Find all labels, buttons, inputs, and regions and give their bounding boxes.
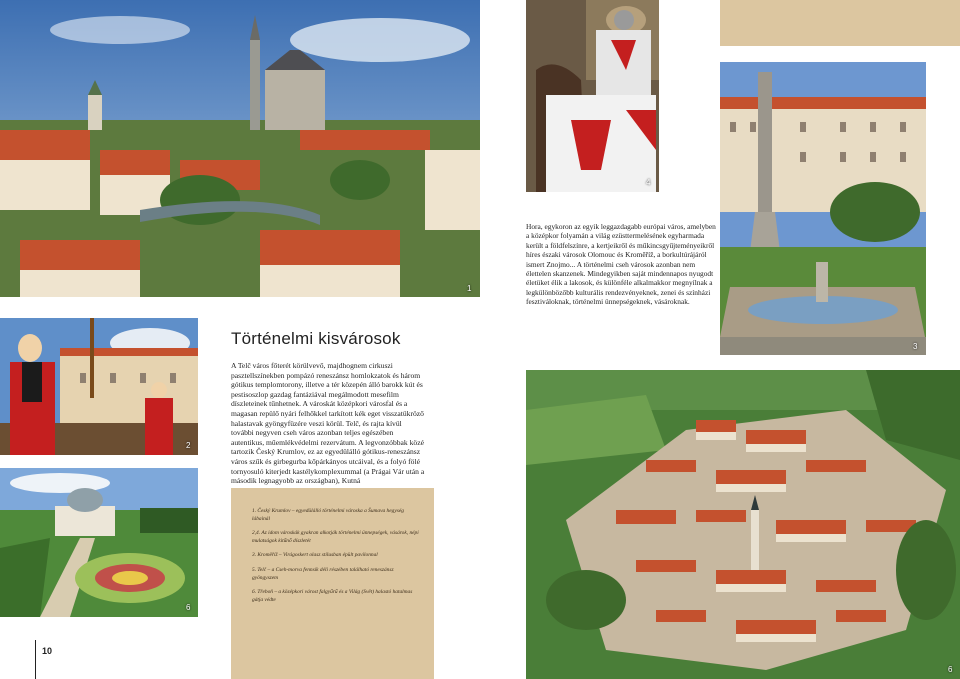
page-number-rule <box>35 640 36 679</box>
photo-number: 2 <box>186 441 191 450</box>
photo-number: 6 <box>186 603 191 612</box>
caption-item: 2,4. Az idom városkák gyakran alkotják történelmi ünnepségek, vásárok, népi mulatságok kitűnő díszletét <box>252 530 419 544</box>
photo-cesky-krumlov <box>0 0 480 297</box>
caption-list <box>231 488 434 604</box>
photo-flower-garden <box>0 468 198 617</box>
decorative-color-block <box>720 0 960 46</box>
page-number: 10 <box>42 646 53 656</box>
continued-article-text <box>526 222 716 307</box>
photo-number: 6 <box>948 665 953 674</box>
page-title: Történelmi kisvárosok <box>231 329 401 348</box>
photo-festival <box>0 318 198 455</box>
photo-number: 1 <box>467 284 472 293</box>
main-article-text <box>231 361 426 486</box>
photo-number: 3 <box>913 342 918 351</box>
photo-knight <box>526 0 659 192</box>
photo-aerial-town <box>526 370 960 679</box>
caption-item: 5. Telč – a Cseh-morva fennsík déli részében található reneszánsz gyöngyszem <box>252 566 394 581</box>
article-paragraph: Hora, egykoron az egyik leggazdagabb európai város, amelyben a középkor folyamán a világ ezüsttermelésének egyharmada került a földfelszínre, a kertjeikről és műkincsgyűjteményeikről híres északi városok Olomouc és Kroměříž, a borkultúrájáról ismert Znojmo... A történelmi cseh városok azonban nem élettelen skanzenek. Mindegyikben saját mindennapos nyugodt életüket élik a lakosok, és különféle alkalmakkor megnyílnak a legkülönbözőbb kulturális rendezvényeknek, zenei és színházi fesztiváloknak, történelmi ünnepségeknek, vásároknak. <box>526 222 716 307</box>
caption-box <box>231 488 434 679</box>
article-paragraph: A Telč város főterét körülvevő, majdhognem cirkuszi pasztellszínekben pompázó reneszánsz homlokzatok és három gótikus templomtorony, illetve a tér közepén álló barokk kút és pestisoszlop gazdag fantáziával megálmodott mesefilm díszleteinek tűnhetnek. A városkát középkori városfal és a magasan repülő nyári felhőkkel tarkított kék eget visszatükröző halastavak gyöngyfüzére veszi körül. Telč, és rajta kívül további negyven cseh város azonban teljes egészében autentikus, műemlékvédelmi rezervátum. A legvonzóbbak közé tartozik Český Krumlov, ez az egyedülálló gótikus-reneszánsz város szűk és girbegurba kőpárkányos utcáival, és a folyó fölé tornyosuló kiterjedt kastélykomplexummal (a Prágai Vár után a második legnagyobb az országban), Kutná <box>231 361 425 486</box>
caption-item: 3. Kroměříž – Virágoskert olasz stílusban épült pavilonnal <box>252 552 378 559</box>
photo-number: 4 <box>646 178 651 187</box>
caption-item: 1. Český Krumlov – egyedülálló történelmi városka a Šumava hegység lábainál <box>252 508 404 522</box>
photo-fountain-square <box>720 62 926 355</box>
caption-item: 6. Třeboň – a középkori várost falgyűrű és a Világ (Svět) halastó hatalmas gátja védte <box>252 589 413 603</box>
